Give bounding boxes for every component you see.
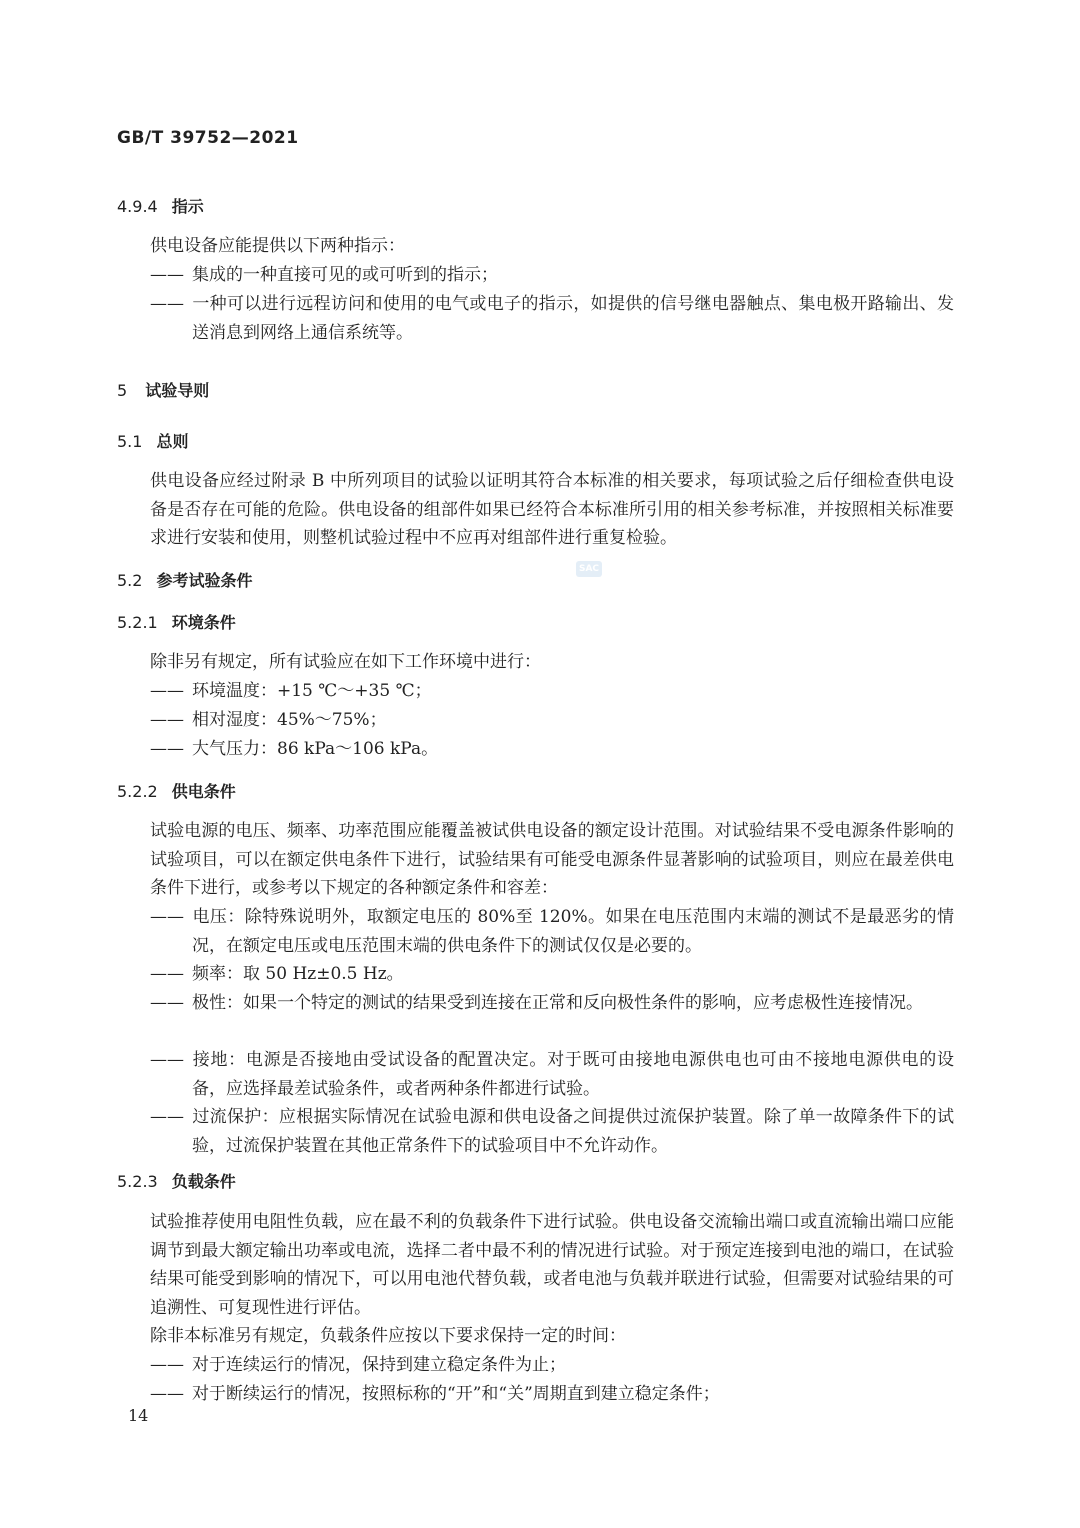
paragraph: 试验推荐使用电阻性负载，应在最不利的负载条件下进行试验。供电设备交流输出端口或直流输出端口应能调节到最大额定输出功率或电流，选择二者中最不利的情况进行试验。对于预定连接到电池的端口，在试验结果可能受到影响的情况下，可以用电池代替负载，或者电池与负载并联进行试验，但需要对试验结果的可追溯性、可复现性进行评估。 [150, 1212, 954, 1318]
list-item [150, 1103, 954, 1160]
heading-title: 供电条件 [171, 782, 236, 801]
list-item [150, 677, 954, 706]
sac-watermark-logo: SAC [576, 561, 602, 577]
dash-marker: —— [150, 1107, 184, 1127]
list-item-text: 对于连续运行的情况，保持到建立稳定条件为止； [192, 1355, 566, 1375]
standard-id: GB/T 39752—2021 [117, 128, 299, 148]
dash-marker: —— [150, 1050, 184, 1070]
dash-marker: —— [150, 1384, 184, 1404]
paragraph: 试验电源的电压、频率、功率范围应能覆盖被试供电设备的额定设计范围。对试验结果不受电源条件影响的试验项目，可以在额定供电条件下进行，试验结果有可能受电源条件显著影响的试验项目，则应在最差供电条件下进行，或参考以下规定的各种额定条件和容差： [150, 821, 954, 898]
dash-marker: —— [150, 710, 184, 730]
heading-title: 参考试验条件 [156, 571, 253, 590]
list-item [150, 1351, 954, 1380]
list-item-text: 过流保护：应根据实际情况在试验电源和供电设备之间提供过流保护装置。除了单一故障条件下的试验，过流保护装置在其他正常条件下的试验项目中不允许动作。 [192, 1107, 954, 1156]
heading-title: 环境条件 [171, 613, 236, 632]
list-item-text: 频率：取 50 Hz±0.5 Hz。 [192, 964, 404, 984]
dash-marker: —— [150, 1355, 184, 1375]
heading-number: 5.2 [117, 571, 143, 590]
heading-number: 5.1 [117, 432, 143, 451]
heading-5-2-3 [117, 1169, 236, 1192]
heading-5-2-2 [117, 779, 236, 802]
heading-5 [117, 378, 209, 401]
list-item-text: 环境温度：+15 ℃～+35 ℃； [192, 681, 432, 701]
heading-title: 总则 [156, 432, 189, 451]
list-item-text: 电压：除特殊说明外，取额定电压的 80%至 120%。如果在电压范围内末端的测试不是最恶劣的情况，在额定电压或电压范围末端的供电条件下的测试仅仅是必要的。 [192, 907, 954, 956]
heading-title: 试验导则 [145, 381, 210, 400]
page-number: 14 [128, 1406, 149, 1425]
paragraph: 除非本标准另有规定，负载条件应按以下要求保持一定的时间： [150, 1326, 626, 1346]
heading-number: 5.2.2 [117, 782, 158, 801]
heading-5-1 [117, 429, 188, 452]
list-item [150, 960, 954, 989]
list-item-text: 一种可以进行远程访问和使用的电气或电子的指示，如提供的信号继电器触点、集电极开路输出、发送消息到网络上通信系统等。 [192, 294, 954, 343]
list-item [150, 989, 954, 1018]
list-item [150, 903, 954, 960]
list-item [150, 1380, 954, 1409]
heading-number: 5 [117, 381, 128, 400]
list-item-text: 接地：电源是否接地由受试设备的配置决定。对于既可由接地电源供电也可由不接地电源供电的设备，应选择最差试验条件，或者两种条件都进行试验。 [192, 1050, 954, 1099]
list-item-text: 对于断续运行的情况，按照标称的“开”和“关”周期直到建立稳定条件； [192, 1384, 720, 1404]
paragraph: 供电设备应经过附录 B 中所列项目的试验以证明其符合本标准的相关要求，每项试验之后仔细检查供电设备是否存在可能的危险。供电设备的组部件如果已经符合本标准所引用的相关参考标准，并按照相关标准要求进行安装和使用，则整机试验过程中不应再对组部件进行重复检验。 [150, 471, 954, 548]
list-item [150, 290, 954, 347]
dash-marker: —— [150, 681, 184, 701]
heading-5-2 [117, 568, 252, 591]
list-item [150, 1046, 954, 1103]
heading-title: 负载条件 [171, 1172, 236, 1191]
paragraph: 供电设备应能提供以下两种指示： [150, 236, 405, 256]
paragraph: 除非另有规定，所有试验应在如下工作环境中进行： [150, 652, 541, 672]
dash-marker: —— [150, 265, 184, 285]
heading-4-9-4 [117, 194, 204, 217]
list-item [150, 735, 954, 764]
list-item-text: 极性：如果一个特定的测试的结果受到连接在正常和反向极性条件的影响，应考虑极性连接情况。 [192, 993, 923, 1013]
heading-title: 指示 [171, 197, 204, 216]
heading-number: 5.2.3 [117, 1172, 158, 1191]
list-item [150, 261, 954, 290]
heading-number: 5.2.1 [117, 613, 158, 632]
list-item-text: 集成的一种直接可见的或可听到的指示； [192, 265, 498, 285]
heading-5-2-1 [117, 610, 236, 633]
list-item [150, 706, 954, 735]
dash-marker: —— [150, 907, 184, 927]
list-item-text: 相对湿度：45%～75%； [192, 710, 387, 730]
dash-marker: —— [150, 294, 184, 314]
heading-number: 4.9.4 [117, 197, 158, 216]
dash-marker: —— [150, 964, 184, 984]
dash-marker: —— [150, 993, 184, 1013]
dash-marker: —— [150, 739, 184, 759]
list-item-text: 大气压力：86 kPa～106 kPa。 [192, 739, 439, 759]
